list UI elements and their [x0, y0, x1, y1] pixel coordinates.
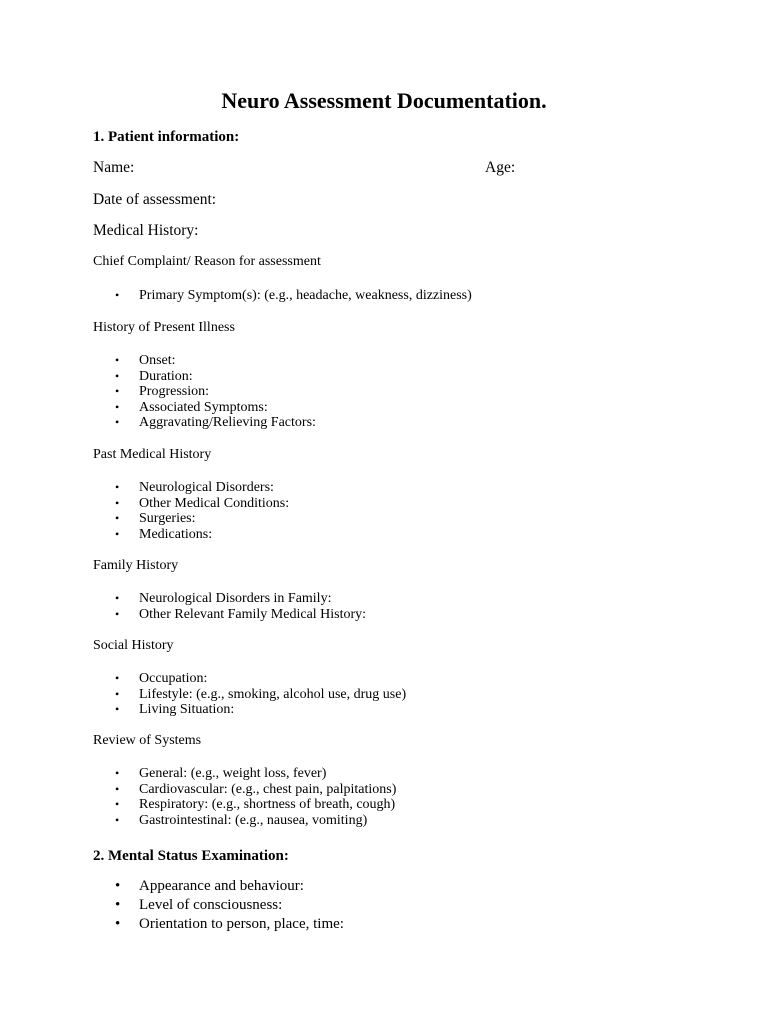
medical-history-label: Medical History: [93, 222, 199, 239]
list-item [93, 687, 406, 703]
age-label: Age: [485, 159, 516, 176]
list-item-text: Lifestyle: (e.g., smoking, alcohol use, drug use) [139, 686, 407, 702]
list-item-text: Neurological Disorders in Family: [139, 591, 332, 606]
list-item-text: Living Situation: [139, 702, 235, 717]
bullet-icon: • [115, 897, 121, 913]
list-item [93, 480, 289, 496]
bullet-icon: • [115, 702, 120, 716]
list-item [93, 797, 396, 813]
list-item [93, 896, 344, 915]
bullet-icon: • [115, 384, 120, 398]
list-item-text: General: (e.g., weight loss, fever) [139, 766, 327, 781]
bullet-icon: • [115, 591, 120, 605]
list-item [93, 607, 366, 623]
list-item [93, 353, 316, 369]
list-item-text: Other Relevant Family Medical History: [139, 606, 367, 622]
bullet-icon: • [115, 353, 120, 367]
document-title: Neuro Assessment Documentation. [221, 88, 547, 113]
bullet-icon: • [115, 415, 120, 429]
list-item [93, 915, 344, 934]
date-of-assessment-label: Date of assessment: [93, 191, 217, 208]
list-item [93, 782, 396, 798]
list-item-text: Onset: [139, 353, 176, 368]
past-medical-list [93, 480, 289, 542]
list-item [93, 384, 316, 400]
bullet-icon: • [115, 288, 120, 302]
list-item-text: Progression: [139, 384, 209, 399]
list-item-text: Orientation to person, place, time: [139, 916, 344, 932]
social-history-heading: Social History [93, 638, 174, 653]
bullet-icon: • [115, 511, 120, 525]
list-item-text: Cardiovascular: (e.g., chest pain, palpitations) [139, 781, 397, 797]
list-item-text: Medications: [139, 526, 213, 542]
section-heading-patient-information: 1. Patient information: [93, 129, 240, 145]
list-item-text: Occupation: [139, 671, 208, 686]
list-item [93, 671, 406, 687]
list-item-text: Other Medical Conditions: [139, 495, 290, 511]
bullet-icon: • [115, 686, 120, 701]
list-item [93, 702, 406, 718]
list-item-text: Level of consciousness: [139, 897, 283, 913]
list-item [93, 400, 316, 416]
list-item [93, 288, 472, 304]
list-item [93, 766, 396, 782]
list-item [93, 511, 289, 527]
list-item [93, 877, 344, 896]
bullet-icon: • [115, 916, 121, 932]
review-of-systems-list [93, 766, 396, 828]
list-item [93, 369, 316, 385]
list-item-text: Duration: [139, 368, 193, 384]
bullet-icon: • [115, 878, 121, 894]
family-history-heading: Family History [93, 558, 179, 573]
chief-complaint-list [93, 288, 472, 304]
bullet-icon: • [115, 766, 120, 780]
social-history-list [93, 671, 406, 718]
name-label: Name: [93, 159, 135, 176]
list-item [93, 813, 396, 829]
section-heading-mental-status: 2. Mental Status Examination: [93, 848, 289, 864]
bullet-icon: • [115, 797, 120, 811]
list-item-text: Aggravating/Relieving Factors: [139, 415, 316, 430]
chief-complaint-heading: Chief Complaint/ Reason for assessment [93, 254, 321, 269]
present-illness-list [93, 353, 316, 431]
bullet-icon: • [115, 671, 120, 685]
bullet-icon: • [115, 812, 120, 827]
list-item-text: Appearance and behaviour: [139, 878, 304, 894]
bullet-icon: • [115, 606, 120, 621]
list-item-text: Surgeries: [139, 511, 196, 526]
past-medical-heading: Past Medical History [93, 447, 212, 462]
bullet-icon: • [115, 399, 120, 414]
bullet-icon: • [115, 495, 120, 510]
bullet-icon: • [115, 368, 120, 383]
bullet-icon: • [115, 526, 120, 541]
list-item-text: Associated Symptoms: [139, 399, 268, 415]
mental-status-list [93, 877, 344, 934]
bullet-icon: • [115, 480, 120, 494]
list-item-text: Primary Symptom(s): (e.g., headache, weakness, dizziness) [139, 288, 472, 303]
list-item-text: Respiratory: (e.g., shortness of breath, cough) [139, 797, 396, 812]
bullet-icon: • [115, 781, 120, 796]
list-item-text: Gastrointestinal: (e.g., nausea, vomiting) [139, 812, 368, 828]
list-item-text: Neurological Disorders: [139, 480, 274, 495]
review-of-systems-heading: Review of Systems [93, 733, 202, 748]
list-item [93, 527, 289, 543]
list-item [93, 496, 289, 512]
list-item [93, 415, 316, 431]
present-illness-heading: History of Present Illness [93, 320, 235, 335]
list-item [93, 591, 366, 607]
family-history-list [93, 591, 366, 622]
